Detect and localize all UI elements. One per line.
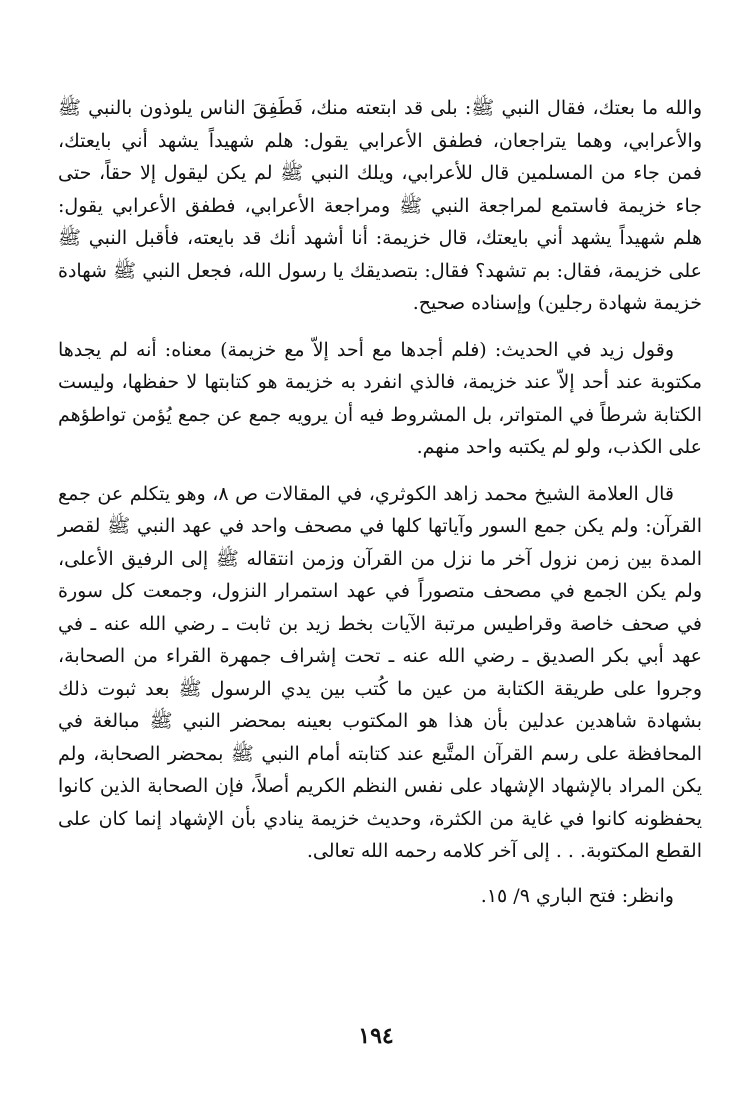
paragraph-hadith-continuation: والله ما بعتك، فقال النبي ﷺ: بلى قد ابتعته منك، فَطَفِقَ الناس يلوذون بالنبي ﷺ والأعرابي، وهما يتراجعان، فطفق الأعرابي يقول: هلم شهيداً يشهد أني بايعتك، فمن جاء من المسلمين قال للأعرابي، ويلك النبي ﷺ لم يكن ليقول إلا حقاً، حتى جاء خزيمة فاستمع لمراجعة النبي ﷺ ومراجعة الأعرابي، فطفق الأعرابي يقول: هلم شهيداً يشهد أني بايعتك، قال خزيمة: أنا أشهد أنك قد بايعته، فأقبل النبي ﷺ على خزيمة، فقال: بم تشهد؟ فقال: بتصديقك يا رسول الله، فجعل النبي ﷺ شهادة خزيمة شهادة رجلين) وإسناده صحيح. — [58, 97, 702, 314]
paragraph-reference: وانظر: فتح الباري ٩/ ١٥. — [480, 884, 674, 907]
paragraph-kawthari-quote: قال العلامة الشيخ محمد زاهد الكوثري، في المقالات ص ٨، وهو يتكلم عن جمع القرآن: ولم يكن جمع السور وآياتها كلها في مصحف واحد في عهد النبي ﷺ لقصر المدة بين زمن نزول آخر ما نزل من القرآن وزمن انتقاله ﷺ إلى الرفيق الأعلى، ولم يكن الجمع في مصحف متصوراً في عهد استمرار النزول، وجمعت كل سورة في صحف خاصة وقراطيس مرتبة الآيات بخط زيد بن ثابت ـ رضي الله عنه ـ في عهد أبي بكر الصديق ـ رضي الله عنه ـ تحت إشراف جمهرة القراء من الصحابة، وجروا على طريقة الكتابة من عين ما كُتب بين يدي الرسول ﷺ بعد ثبوت ذلك بشهادة شاهدين عدلين بأن هذا هو المكتوب بعينه بمحضر النبي ﷺ مبالغة في المحافظة على رسم القرآن المتَّبع عند كتابته أمام النبي ﷺ بمحضر الصحابة، ولم يكن المراد بالإشهاد الإشهاد على نفس النظم الكريم أصلاً، فإن الصحابة الذين كانوا يحفظونه كانوا في غاية من الكثرة، وحديث خزيمة ينادي بأن الإشهاد إنما كان على القطع المكتوبة. . . إلى آخر كلامه رحمه الله تعالى. — [58, 482, 702, 862]
page-body — [58, 92, 702, 1115]
paragraph-zayd-statement: وقول زيد في الحديث: (فلم أجدها مع أحد إلاّ مع خزيمة) معناه: أنه لم يجدها مكتوبة عند أحد إلاّ عند خزيمة، فالذي انفرد به خزيمة هو كتابتها لا حفظها، وليست الكتابة شرطاً في المتواتر، بل المشروط فيه أن يرويه جمع عن جمع يُؤمن تواطؤهم على الكذب، ولو لم يكتبه واحد منهم. — [58, 338, 702, 458]
page-number: ١٩٤ — [358, 1023, 394, 1049]
